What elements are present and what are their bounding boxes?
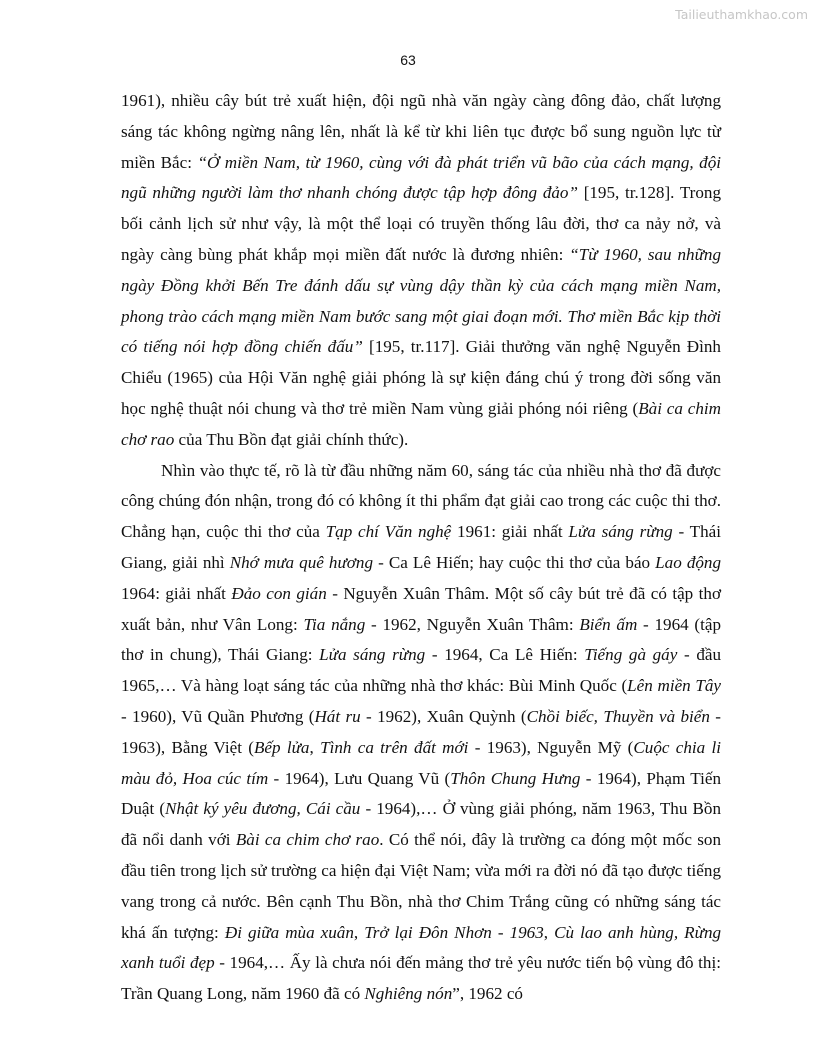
italic-text-run: Bếp lửa xyxy=(253,737,310,757)
italic-text-run: “Ở miền Nam, từ 1960, cùng với đà phát triển vũ bão của cách mạng, đội ngũ những người làm thơ nhanh chóng được tập hợp đông đảo” xyxy=(121,152,721,203)
page-number: 63 xyxy=(400,52,416,68)
text-run: - đầu 1965,… Và hàng loạt sáng tác của những nhà thơ khác: Bùi Minh Quốc ( xyxy=(121,645,721,696)
italic-text-run: Lên miền Tây xyxy=(627,676,721,696)
italic-text-run: Chồi biếc, Thuyền và biển xyxy=(526,706,710,726)
text-run: - 1964,… Ấy là chưa nói đến mảng thơ trẻ yêu nước tiến bộ vùng đô thị: Trần Quang Long, năm 1960 đã có xyxy=(121,953,721,1004)
text-run: ”, 1962 có xyxy=(452,984,523,1004)
italic-text-run: Tiếng gà gáy xyxy=(584,645,678,665)
text-run: - 1962), Xuân Quỳnh ( xyxy=(360,706,527,726)
text-run: - 1963), Bằng Việt ( xyxy=(121,706,721,757)
text-run: - 1964),… Ở vùng giải phóng, năm 1963, Thu Bồn đã nổi danh với xyxy=(121,799,721,850)
italic-text-run: Tia nắng xyxy=(303,614,366,634)
italic-text-run: Lao động xyxy=(655,552,722,572)
text-run: 1961: giải nhất xyxy=(451,522,569,542)
text-run: - 1964, Ca Lê Hiến: xyxy=(425,645,585,665)
italic-text-run: Đảo con gián xyxy=(231,583,327,603)
text-run: - Ca Lê Hiến; hay cuộc thi thơ của báo xyxy=(373,552,656,572)
italic-text-run: Lửa sáng rừng xyxy=(568,522,673,542)
italic-text-run: Biển ấm xyxy=(579,614,638,634)
text-run: - 1962, Nguyễn Xuân Thâm: xyxy=(365,614,580,634)
italic-text-run: Thôn Chung Hưng xyxy=(450,768,581,788)
italic-text-run: Cù lao anh hùng, Rừng xanh tuổi đẹp xyxy=(121,922,722,973)
text-run: - 1964), Phạm Tiến Duật ( xyxy=(121,768,722,819)
italic-text-run: Đi giữa mùa xuân xyxy=(224,922,354,942)
text-run: Nhìn vào thực tế, rõ là từ đầu những năm 60, sáng tác của nhiều nhà thơ đã được công chúng đón nhận, trong đó có không ít thi phẩm đạt giải cao trong các cuộc thi thơ. Chẳng hạn, cuộc thi thơ của xyxy=(121,460,721,542)
italic-text-run: Bài ca chim chơ rao xyxy=(121,398,721,449)
italic-text-run: Lửa sáng rừng xyxy=(319,645,426,665)
text-run: 1961), nhiều cây bút trẻ xuất hiện, đội ngũ nhà văn ngày càng đông đảo, chất lượng sáng tác không ngừng nâng lên, nhất là kể từ khi liên tục được bổ sung nguồn lực từ miền Bắc: xyxy=(121,91,721,172)
italic-text-run: Nghiêng nón xyxy=(364,984,453,1004)
document-body xyxy=(121,86,721,1010)
text-run: , xyxy=(309,737,321,757)
paragraph xyxy=(121,456,721,1010)
text-run: - 1963), Nguyễn Mỹ ( xyxy=(468,737,634,757)
text-run: - 1960), Vũ Quần Phương ( xyxy=(121,706,315,726)
text-run: 1964: giải nhất xyxy=(121,583,232,603)
text-run: , xyxy=(353,922,365,942)
italic-text-run: Tình ca trên đất mới xyxy=(320,737,469,757)
text-run: của Thu Bồn đạt giải chính thức). xyxy=(174,429,409,449)
text-run: - 1964), Lưu Quang Vũ ( xyxy=(268,768,451,788)
italic-text-run: Hát ru xyxy=(314,706,361,726)
text-run: - Thái Giang, giải nhì xyxy=(121,522,721,572)
watermark: Tailieuthamkhao.com xyxy=(675,7,808,22)
text-run: , xyxy=(543,922,555,942)
text-run: . Có thể nói, đây là trường ca đóng một mốc son đầu tiên trong lịch sử trường ca hiện đại Việt Nam; vừa mới ra đời nó đã tạo được tiếng vang trong cả nước. Bên cạnh Thu Bồn, nhà thơ Chim Trắng cũng có những sáng tác khá ấn tượng: xyxy=(121,830,722,942)
text-run: - Nguyễn Xuân Thâm. Một số cây bút trẻ đã có tập thơ xuất bản, như Vân Long: xyxy=(121,583,721,634)
italic-text-run: Tạp chí Văn nghệ xyxy=(325,522,452,542)
italic-text-run: Nhật ký yêu đương, Cái cầu xyxy=(165,799,361,819)
text-run: [195, tr.117]. Giải thưởng văn nghệ Nguyễn Đình Chiểu (1965) của Hội Văn nghệ giải phóng là sự kiện đáng chú ý trong đời sống văn học nghệ thuật nói chung và thơ trẻ miền Nam vùng giải phóng nói riêng ( xyxy=(121,337,721,418)
italic-text-run: Nhớ mưa quê hương xyxy=(229,552,373,572)
text-run: [195, tr.128]. Trong bối cảnh lịch sử như vậy, là một thể loại có truyền thống lâu đời, thơ ca nảy nở, và ngày càng bùng phát khắp mọi miền đất nước là đương nhiên: xyxy=(121,183,721,264)
italic-text-run: Trở lại Đôn Nhơn - 1963 xyxy=(364,922,544,942)
italic-text-run: “Từ 1960, sau những ngày Đồng khởi Bến Tre đánh dấu sự vùng dậy thần kỳ của cách mạng miền Nam, phong trào cách mạng miền Nam bước sang một giai đoạn mới. Thơ miền Bắc kịp thời có tiếng nói hợp đồng chiến đấu” xyxy=(121,244,721,357)
italic-text-run: Bài ca chim chơ rao xyxy=(235,830,380,850)
paragraph xyxy=(121,86,721,456)
italic-text-run: Cuộc chia li màu đỏ, Hoa cúc tím xyxy=(121,737,722,788)
text-run: - 1964 (tập thơ in chung), Thái Giang: xyxy=(121,614,721,665)
